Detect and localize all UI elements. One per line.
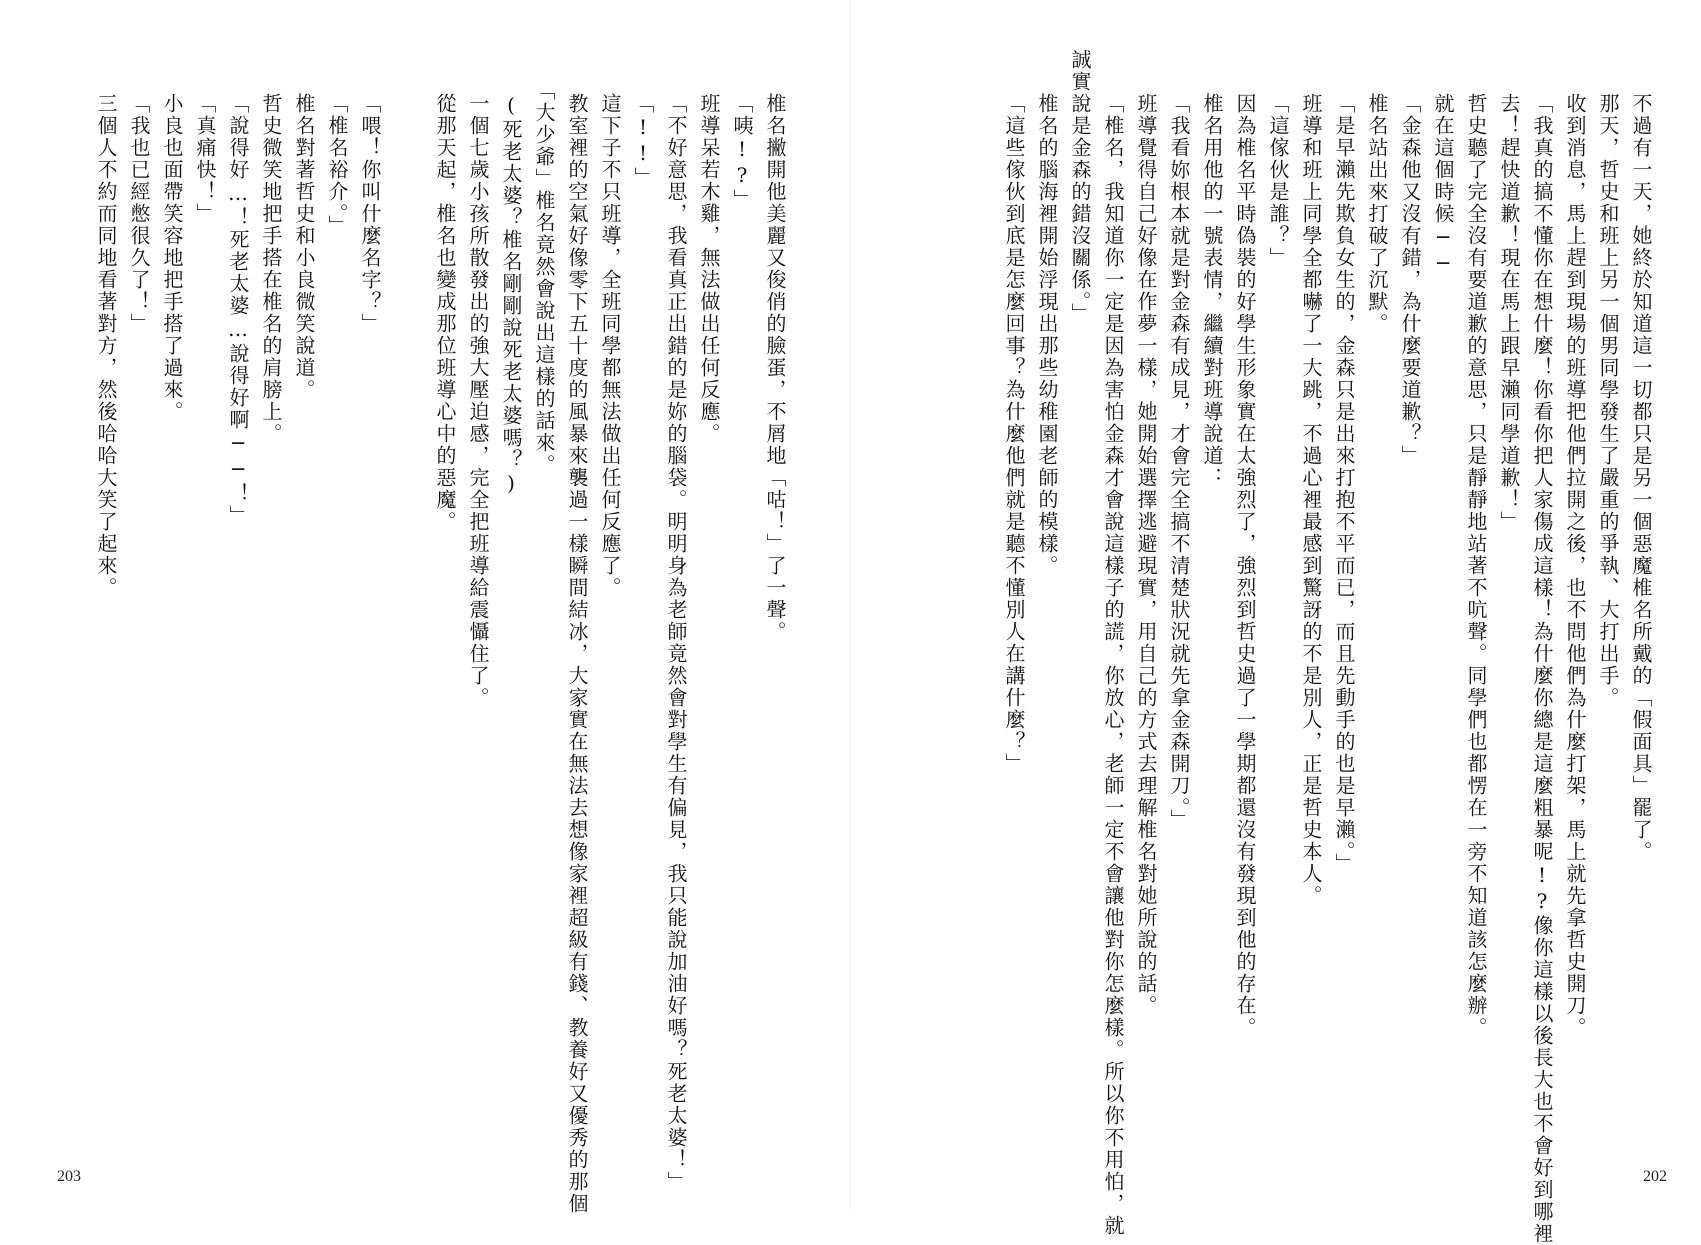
text-column: 哲史聽了完全沒有要道歉的意思，只是靜靜地站著不吭聲。同學們也都愣在一旁不知道該怎麼辦。	[1464, 93, 1488, 1039]
text-column: 這下子不只班導，全班同學都無法做出任何反應了。	[598, 93, 622, 599]
text-column: 收到消息，馬上趕到現場的班導把他們拉開之後，也不問他們為什麼打架，馬上就先拿哲史開刀。	[1563, 93, 1587, 1039]
text-column: 「咦!?」	[730, 93, 754, 211]
text-column: 「我真的搞不懂你在想什麼！你看你把人家傷成這樣！為什麼你總是這麼粗暴呢!?像你這樣以後長大也不會好到哪裡	[1530, 93, 1554, 1245]
text-column: 就在這個時候──	[1431, 93, 1455, 277]
text-column: 椎名站出來打破了沉默。	[1365, 93, 1389, 335]
text-column: 那天，哲史和班上另一個男同學發生了嚴重的爭執、大打出手。	[1596, 93, 1620, 709]
text-column: 三個人不約而同地看著對方，然後哈哈大笑了起來。	[94, 93, 118, 599]
page-203	[0, 0, 850, 1215]
text-column: 「我看妳根本就是對金森有成見，才會完全搞不清楚狀況就先拿金森開刀。」	[1167, 93, 1191, 831]
text-column: 教室裡的空氣好像零下五十度的風暴來襲過一樣瞬間結冰，大家實在無法去想像家裡超級有錢、教養好又優秀的那個	[565, 93, 589, 1215]
text-column: (死老太婆？椎名剛剛說死老太婆嗎？)	[499, 93, 523, 497]
text-column: 「說得好…！死老太婆…說得好啊──！」	[226, 93, 250, 527]
text-column: 「!!」	[631, 93, 655, 189]
text-column: 不過有一天，她終於知道這一切都只是另一個惡魔椎名所戴的「假面具」罷了。	[1629, 93, 1653, 863]
text-column: 去！趕快道歉！現在馬上跟早瀨同學道歉！」	[1497, 93, 1521, 533]
text-column: 「真痛快！」	[193, 93, 217, 225]
page-gutter	[849, 0, 851, 1211]
text-column: 班導覺得自己好像在作夢一樣，她開始選擇逃避現實，用自己的方式去理解椎名對她所說的話。	[1134, 93, 1158, 1017]
text-column: 椎名撇開他美麗又俊俏的臉蛋，不屑地「咕！」了一聲。	[763, 93, 787, 643]
text-column: 「是早瀨先欺負女生的，金森只是出來打抱不平而已，而且先動手的也是早瀨。」	[1332, 93, 1356, 875]
text-column: 哲史微笑地把手搭在椎名的肩膀上。	[259, 93, 283, 445]
text-column: 小良也面帶笑容地把手搭了過來。	[160, 93, 184, 423]
page-number: 202	[1643, 1168, 1667, 1185]
text-column: 椎名的腦海裡開始浮現出那些幼稚園老師的模樣。	[1035, 93, 1059, 577]
text-column: 因為椎名平時偽裝的好學生形象實在太強烈了，強烈到哲史過了一學期都還沒有發現到他的存在。	[1233, 93, 1257, 1039]
text-column: 椎名用他的一號表情，繼續對班導說道：	[1200, 93, 1224, 489]
text-column: 「這些傢伙到底是怎麼回事？為什麼他們就是聽不懂別人在講什麼？」	[1002, 93, 1026, 775]
text-column: 誠實說是金森的錯沒關係。」	[1068, 49, 1092, 325]
text-column: 班導和班上同學全都嚇了一大跳，不過心裡最感到驚訝的不是別人，正是哲史本人。	[1299, 93, 1323, 907]
text-column: 「椎名，我知道你一定是因為害怕金森才會說這樣子的謊，你放心，老師一定不會讓他對你怎麼樣。所以你不用怕，就	[1101, 93, 1125, 1237]
text-column: 椎名對著哲史和小良微笑說道。	[292, 93, 316, 401]
text-column: 「這傢伙是誰？」	[1266, 93, 1290, 269]
text-column: 從那天起，椎名也變成那位班導心中的惡魔。	[433, 93, 457, 533]
text-column: 「椎名裕介。」	[325, 93, 349, 237]
text-column: 「金森他又沒有錯，為什麼要道歉？」	[1398, 93, 1422, 467]
text-column: 「大少爺」椎名竟然會說出這樣的話來。	[532, 80, 556, 476]
page-202	[851, 0, 1701, 1245]
text-column: 「我也已經憋很久了！」	[127, 93, 151, 335]
page-number: 203	[57, 1168, 81, 1185]
text-column: 班導呆若木雞，無法做出任何反應。	[697, 93, 721, 445]
text-column: 「不好意思，我看真正出錯的是妳的腦袋。明明身為老師竟然會對學生有偏見，我只能說加油好嗎？死老太婆！」	[664, 93, 688, 1193]
text-column: 「喂！你叫什麼名字？」	[358, 93, 382, 335]
text-column: 一個七歲小孩所散發出的強大壓迫感，完全把班導給震懾住了。	[466, 93, 490, 709]
